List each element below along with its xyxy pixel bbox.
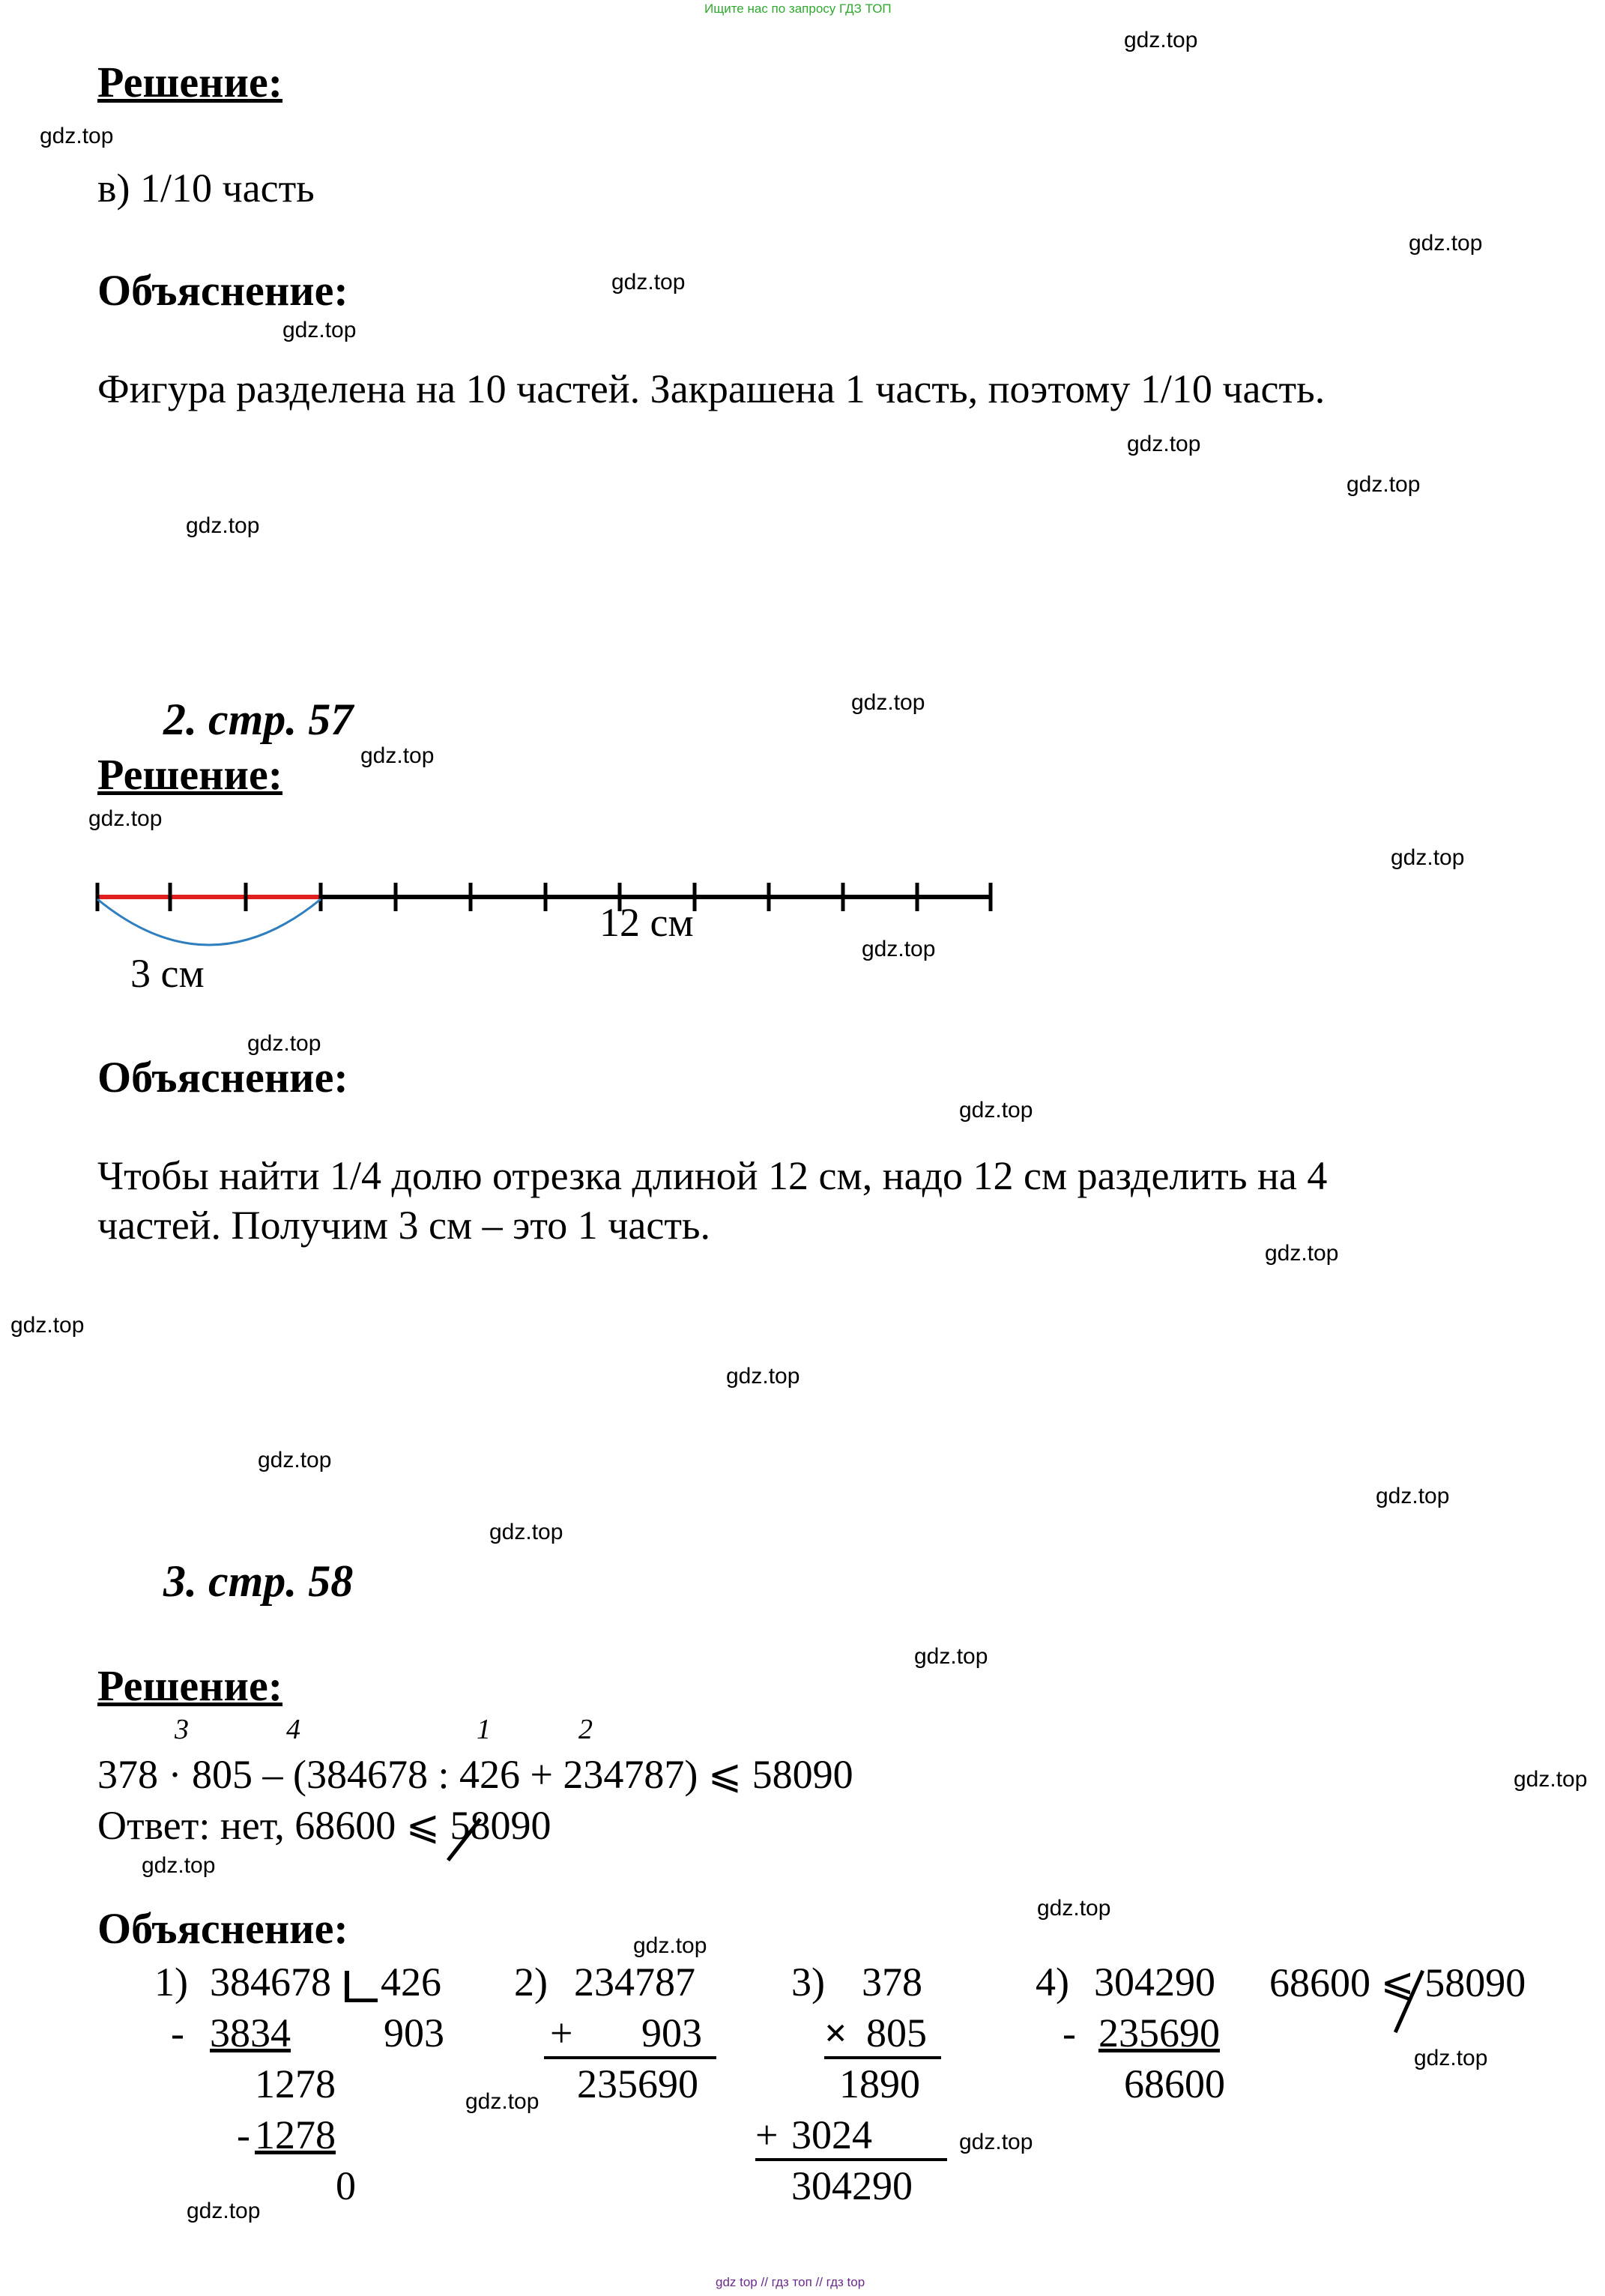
calc1-label: 1) <box>154 1960 188 2005</box>
explanation-heading: Объяснение: <box>97 266 348 315</box>
calc2-label: 2) <box>514 1960 548 2005</box>
explanation-heading: Объяснение: <box>97 1904 348 1953</box>
watermark: gdz.top <box>465 2089 539 2114</box>
section-title: 3. стр. 58 <box>163 1556 354 1606</box>
watermark: gdz.top <box>142 1853 216 1878</box>
calc1-subtrahend2: 1278 <box>255 2112 336 2157</box>
watermark: gdz.top <box>726 1364 800 1389</box>
watermark: gdz.top <box>959 2130 1033 2154</box>
watermark: gdz.top <box>187 2199 261 2223</box>
operation-order: 2 <box>578 1714 593 1745</box>
calc3-factor2: 805 <box>866 2010 927 2055</box>
calc3-partial1: 1890 <box>839 2061 920 2106</box>
calc1-dividend: 384678 <box>210 1960 331 2005</box>
watermark: gdz.top <box>1037 1896 1111 1921</box>
watermark: gdz.top <box>851 690 925 715</box>
watermark: gdz.top <box>1409 231 1483 256</box>
watermark: gdz.top <box>1127 432 1201 456</box>
calc2-rule <box>544 2056 716 2059</box>
footer-links[interactable]: gdz top // гдз топ // гдз top <box>716 2275 865 2289</box>
watermark: gdz.top <box>40 124 114 148</box>
solution-heading: Решение: <box>97 58 283 106</box>
watermark: gdz.top <box>1514 1767 1588 1792</box>
calc4-label: 4) <box>1036 1960 1069 2005</box>
answer-text: в) 1/10 часть <box>97 166 315 211</box>
explanation-text-line1: Чтобы найти 1/4 долю отрезка длиной 12 см, надо 12 см разделить на 4 <box>97 1153 1328 1198</box>
calc1-quotient: 903 <box>384 2010 444 2055</box>
expression: 378 · 805 – (384678 : 426 + 234787) ⩽ 58090 <box>97 1752 853 1797</box>
watermark: gdz.top <box>1414 2046 1488 2070</box>
calc1-remainder: 1278 <box>255 2061 336 2106</box>
part-length-label: 3 см <box>130 951 205 996</box>
operation-order: 3 <box>175 1714 189 1745</box>
blue-arc <box>97 899 321 945</box>
top-banner[interactable]: Ищите нас по запросу ГДЗ ТОП <box>704 1 892 16</box>
operation-order: 1 <box>477 1714 491 1745</box>
division-corner <box>345 1971 349 2002</box>
calc1-subtrahend: 3834 <box>210 2010 291 2055</box>
watermark: gdz.top <box>611 270 686 294</box>
watermark: gdz.top <box>862 937 936 961</box>
watermark: gdz.top <box>10 1313 85 1338</box>
solution-heading: Решение: <box>97 1661 283 1710</box>
watermark: gdz.top <box>1391 845 1465 870</box>
calc1-result: 0 <box>336 2163 356 2208</box>
comparison: 68600 ⩽ 58090 <box>1269 1960 1526 2005</box>
section-title: 2. стр. 57 <box>163 695 354 744</box>
calc2-addend1: 234787 <box>574 1960 695 2005</box>
watermark: gdz.top <box>360 743 435 768</box>
explanation-text: Фигура разделена на 10 частей. Закрашена 1 часть, поэтому 1/10 часть. <box>97 366 1326 411</box>
watermark: gdz.top <box>88 806 163 831</box>
calc3-result: 304290 <box>791 2163 913 2208</box>
calc3-partial2: 3024 <box>791 2112 872 2157</box>
watermark: gdz.top <box>1265 1241 1339 1266</box>
watermark: gdz.top <box>1346 472 1421 497</box>
calc3-factor1: 378 <box>862 1960 922 2005</box>
calc2-addend2: 903 <box>641 2010 702 2055</box>
watermark: gdz.top <box>258 1448 332 1472</box>
explanation-heading: Объяснение: <box>97 1053 348 1102</box>
explanation-text-line2: частей. Получим 3 см – это 1 часть. <box>97 1203 711 1248</box>
solution-heading: Решение: <box>97 750 283 799</box>
watermark: gdz.top <box>1376 1484 1450 1508</box>
calc3-rule <box>755 2158 947 2161</box>
watermark: gdz.top <box>959 1098 1033 1123</box>
watermark: gdz.top <box>247 1031 321 1056</box>
division-corner <box>345 1999 378 2002</box>
operation-order: 4 <box>286 1714 300 1745</box>
watermark: gdz.top <box>633 1933 707 1958</box>
answer-text: Ответ: нет, 68600 ⩽ 58090 <box>97 1803 551 1848</box>
calc2-result: 235690 <box>577 2061 698 2106</box>
watermark: gdz.top <box>282 318 357 342</box>
watermark: gdz.top <box>186 513 260 538</box>
watermark: gdz.top <box>489 1520 563 1544</box>
watermark: gdz.top <box>1124 28 1198 52</box>
segment-length-label: 12 см <box>599 900 694 945</box>
calc3-label: 3) <box>791 1960 825 2005</box>
calc3-rule <box>824 2056 941 2059</box>
calc1-divisor: 426 <box>381 1960 441 2005</box>
calc4-subtrahend: 235690 <box>1098 2010 1220 2055</box>
calc4-result: 68600 <box>1124 2061 1225 2106</box>
calc4-minuend: 304290 <box>1094 1960 1215 2005</box>
watermark: gdz.top <box>914 1644 988 1669</box>
